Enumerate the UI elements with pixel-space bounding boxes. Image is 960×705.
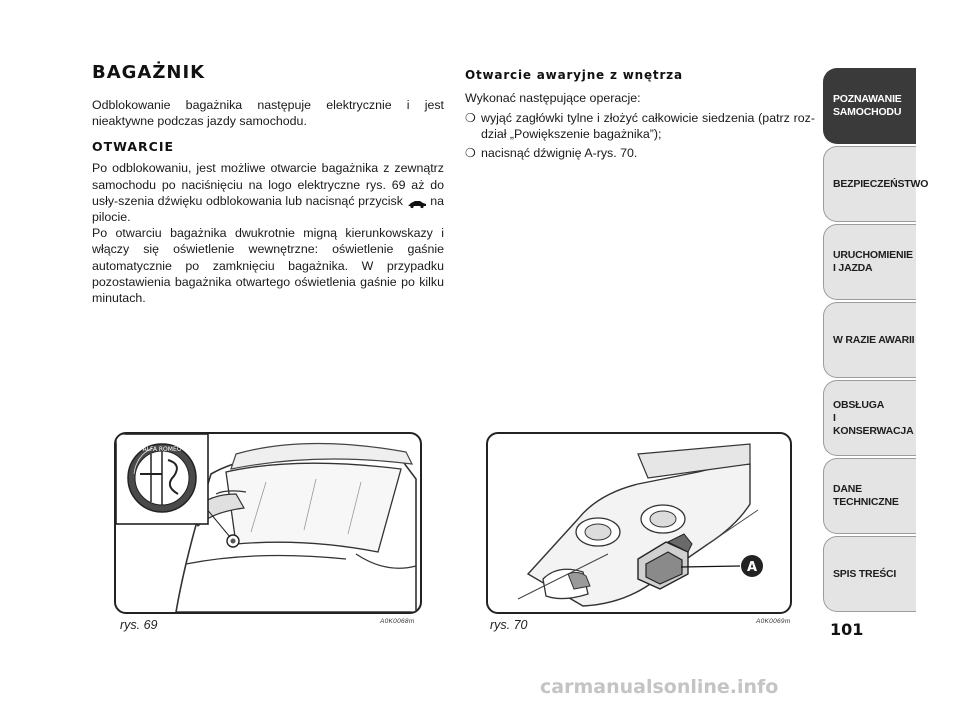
tab-poznawanie-samochodu[interactable]: POZNAWANIE SAMOCHODU [823, 68, 916, 144]
lighting-paragraph: Po otwarciu bagażnika dwukrotnie migną kierunkowskazy i włączy się oświetlenie wewnętrzne: oświetlenie gaśnie automatycznie po zamknięciu bagażnika. W przypadku pozostawienia bagażnika otwartego oświetlenia gaśnie po kilku minutach. [92, 226, 444, 306]
figure-70-caption: rys. 70 [490, 618, 528, 632]
rear-car-illustration [116, 434, 420, 612]
watermark: carmanualsonline.info [540, 676, 779, 698]
tab-w-razie-awarii[interactable]: W RAZIE AWARII [823, 302, 916, 378]
figure-70-code: A0K0069m [756, 618, 791, 625]
bullet-icon: ❍ [465, 145, 476, 160]
chapter-sidebar [823, 68, 929, 613]
tab-dane-techniczne[interactable]: DANE TECHNICZNE [823, 458, 916, 534]
emergency-steps [465, 110, 815, 161]
opening-text-after-icon: na pilocie. [92, 193, 444, 225]
opening-text-before-icon: Po odblokowaniu, jest możliwe otwarcie bagażnika z zewnątrz samochodu po naciśnięciu na logo elektryczne rys. 69 aż do usły-szenia dźwięku odblokowania lub nacisnąć przycisk [92, 161, 444, 208]
figure-69-trunk-logo [114, 432, 422, 614]
tab-uruchomienie-i-jazda[interactable]: URUCHOMIENIE I JAZDA [823, 224, 916, 300]
right-column [465, 68, 815, 163]
section-title: BAGAŻNIK [92, 62, 206, 83]
logo-lettering: ALFA ROMEO [142, 446, 182, 453]
list-item: ❍ wyjąć zagłówki tylne i złożyć całkowicie siedzenia (patrz roz-dział „Powiększenie bagażnika”); [465, 111, 815, 142]
page-number: 101 [830, 620, 864, 639]
figure-69-caption: rys. 69 [120, 618, 158, 632]
opening-paragraph [92, 160, 444, 225]
figure-69-code: A0K0068m [380, 618, 415, 625]
list-item: ❍ nacisnąć dźwignię A-rys. 70. [465, 145, 638, 160]
intro-paragraph: Odblokowanie bagażnika następuje elektrycznie i jest nieaktywne podczas jazdy samochodu. [92, 98, 444, 129]
bullet-icon: ❍ [465, 111, 476, 126]
emergency-intro: Wykonać następujące operacje: [465, 91, 641, 105]
car-trunk-icon [407, 197, 427, 207]
lever-label: A [746, 560, 758, 575]
tab-obsluga-i-konserwacja[interactable]: OBSŁUGA I KONSERWACJA [823, 380, 916, 456]
emergency-opening-title: Otwarcie awaryjne z wnętrza [465, 68, 683, 82]
tab-bezpieczenstwo[interactable]: BEZPIECZEŃSTWO [823, 146, 916, 222]
left-column [92, 62, 444, 306]
trunk-interior-illustration [488, 434, 790, 612]
figure-70-emergency-lever [486, 432, 792, 614]
subsection-title-opening: OTWARCIE [92, 139, 175, 155]
tab-spis-tresci[interactable]: SPIS TREŚCI [823, 536, 916, 612]
